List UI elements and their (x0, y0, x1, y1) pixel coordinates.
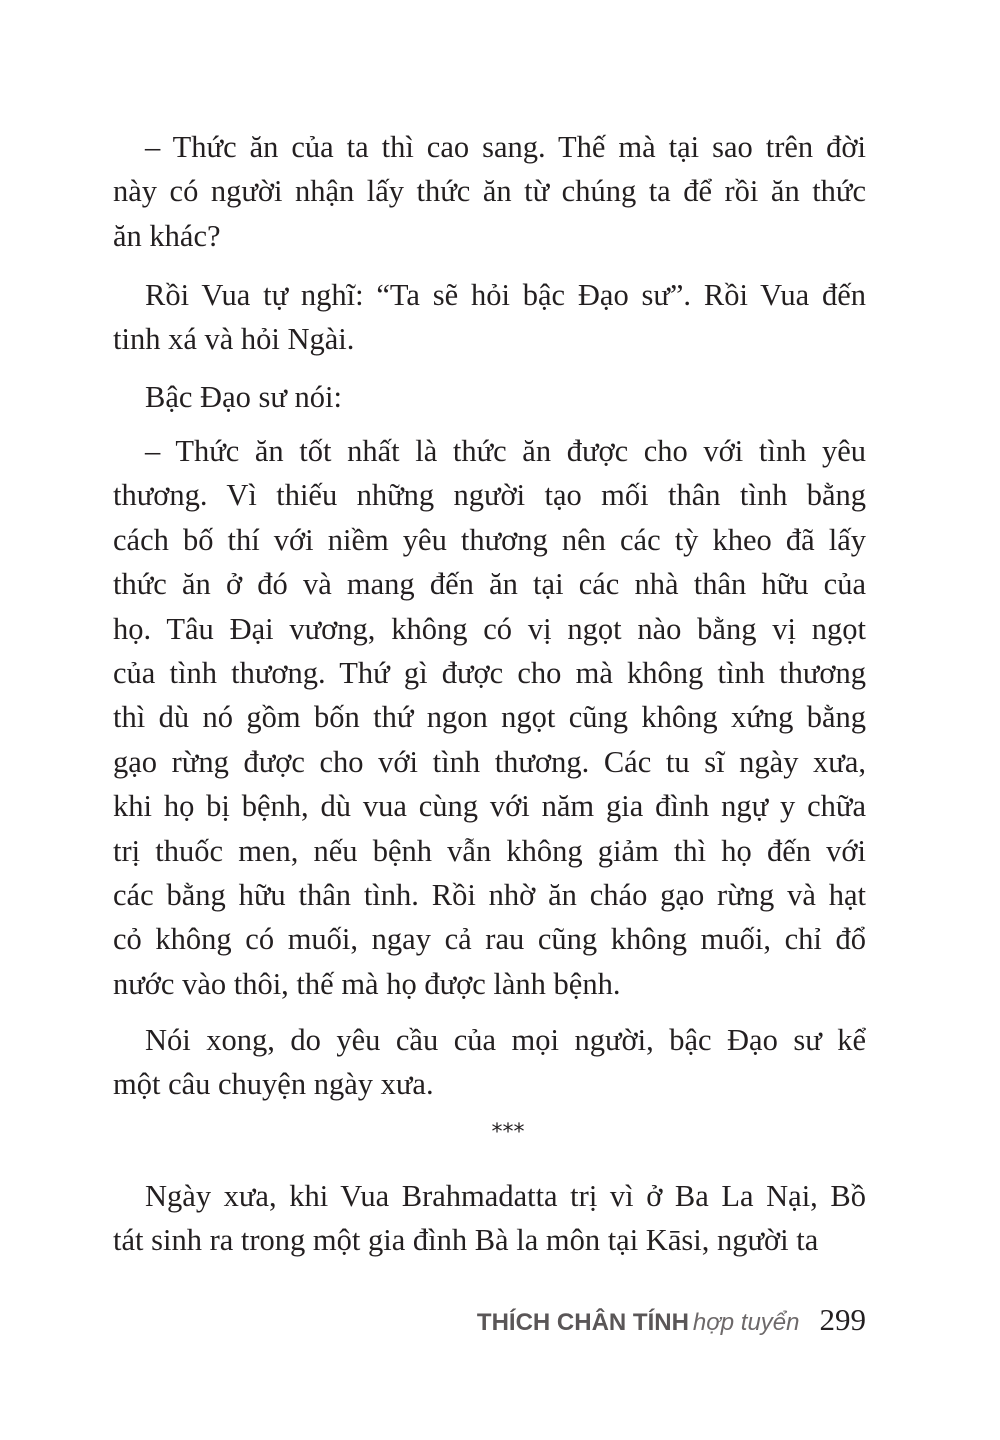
paragraph (113, 1174, 866, 1263)
paragraph (113, 273, 866, 362)
text-line: ăn khác? (113, 218, 221, 253)
text-line: một câu chuyện ngày xưa. (113, 1067, 434, 1102)
text-line: Nói xong, do yêu cầu của mọi người, bậc Đạo sư kể (145, 1023, 866, 1057)
page-number: 299 (819, 1302, 866, 1337)
text-line: khi họ bị bệnh, dù vua cùng với năm gia đình ngự y chữa (113, 789, 866, 824)
paragraph (113, 1018, 866, 1107)
text-line: các bằng hữu thân tình. Rồi nhờ ăn cháo gạo rừng và hạt (113, 877, 866, 912)
paragraph (113, 429, 866, 1006)
book-subtitle: hợp tuyển (692, 1309, 800, 1336)
text-line: cỏ không có muối, ngay cả rau cũng không muối, chỉ đổ (113, 922, 866, 957)
text-line: – Thức ăn của ta thì cao sang. Thế mà tại sao trên đời (145, 130, 866, 164)
text-line: thức ăn ở đó và mang đến ăn tại các nhà thân hữu của (113, 567, 866, 602)
paragraph (113, 125, 866, 258)
text-line: thương. Vì thiếu những người tạo mối thân tình bằng (113, 478, 866, 513)
text-line: nước vào thôi, thế mà họ được lành bệnh. (113, 966, 621, 1001)
text-line: họ. Tâu Đại vương, không có vị ngọt nào bằng vị ngọt (113, 611, 866, 646)
section-separator: *** (491, 1120, 525, 1145)
text-line: trị thuốc men, nếu bệnh vẫn không giảm thì họ đến với (113, 833, 866, 868)
text-line: Bậc Đạo sư nói: (145, 380, 342, 414)
page-footer (477, 1300, 866, 1340)
text-line: cách bố thí với niềm yêu thương nên các tỳ kheo đã lấy (113, 522, 866, 557)
book-author: THÍCH CHÂN TÍNH (476, 1309, 689, 1336)
paragraph (113, 375, 866, 419)
text-line: Ngày xưa, khi Vua Brahmadatta trị vì ở Ba La Nại, Bồ (145, 1179, 866, 1213)
text-line: này có người nhận lấy thức ăn từ chúng ta để rồi ăn thức (113, 174, 866, 209)
text-line: – Thức ăn tốt nhất là thức ăn được cho với tình yêu (145, 434, 866, 468)
text-line: Rồi Vua tự nghĩ: “Ta sẽ hỏi bậc Đạo sư”. Rồi Vua đến (145, 278, 866, 312)
text-line: tinh xá và hỏi Ngài. (113, 322, 355, 357)
text-line: của tình thương. Thứ gì được cho mà không tình thương (113, 655, 866, 690)
text-line: gạo rừng được cho với tình thương. Các tu sĩ ngày xưa, (113, 744, 866, 779)
text-line: tát sinh ra trong một gia đình Bà la môn tại Kāsi, người ta (113, 1223, 819, 1258)
text-line: thì dù nó gồm bốn thứ ngon ngọt cũng không xứng bằng (113, 700, 866, 735)
